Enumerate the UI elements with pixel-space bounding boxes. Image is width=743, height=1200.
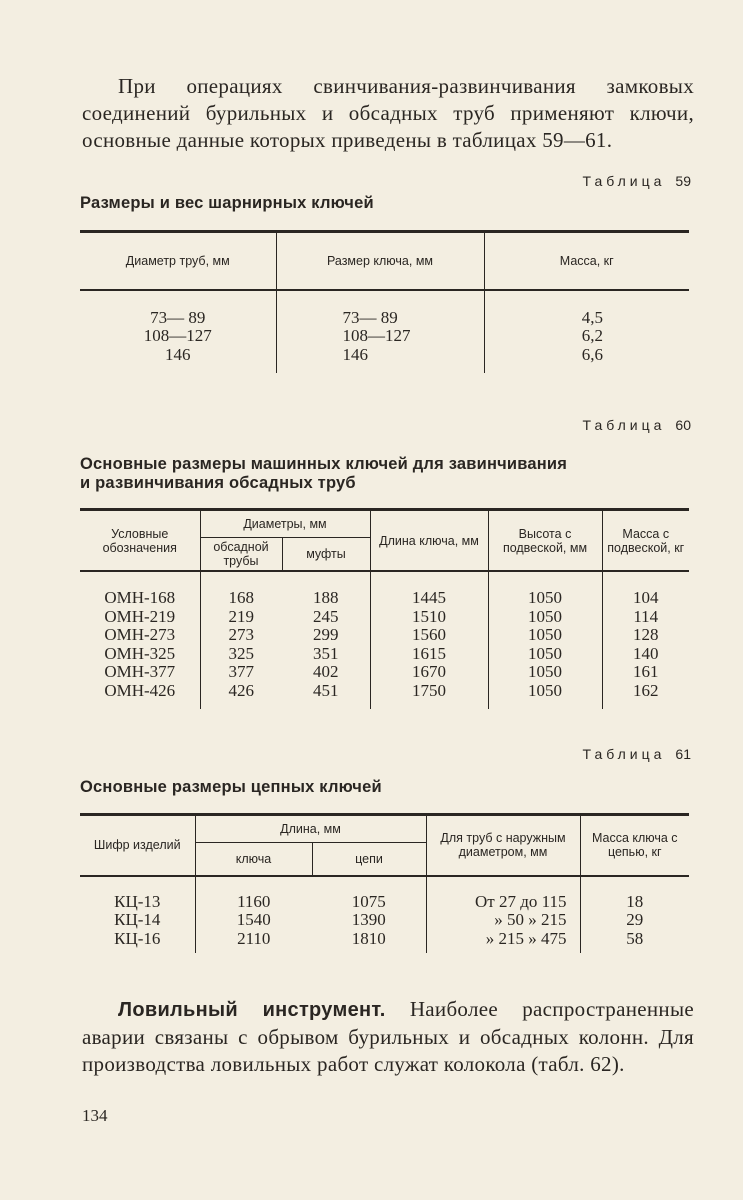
t60-header-casing: обсадной трубы <box>200 538 282 572</box>
table-60-body <box>80 571 689 709</box>
t61-header-mass: Масса ключа с цепью, кг <box>580 815 689 876</box>
table-61-body <box>80 876 689 953</box>
t60-coupling-cell: 451 <box>313 680 339 700</box>
t59-diameter-cell: 146 <box>165 344 191 364</box>
t59-key-size-cell: 108—127 <box>342 326 411 345</box>
t60-length-cell: 1670 <box>412 662 446 681</box>
t60-designation-cell: ОМН-377 <box>104 662 176 681</box>
t60-coupling-cell: 188 <box>313 588 339 607</box>
t59-key-size-column <box>276 290 484 373</box>
t60-designation-cell: ОМН-325 <box>104 643 176 663</box>
t61-header-chain: цепи <box>312 843 426 876</box>
t60-header-mass: Масса с подвеской, кг <box>602 510 689 572</box>
table-60-title-line1: Основные размеры машинных ключей для завинчивания <box>80 455 568 473</box>
t60-casing-cell: 377 <box>228 662 254 681</box>
t60-coupling-cell: 351 <box>313 643 339 663</box>
t60-casing-cell: 273 <box>228 625 254 644</box>
t61-mass-cell: 29 <box>626 910 644 929</box>
t61-pipes-cell: От 27 до 115 <box>475 891 567 911</box>
t61-code-cell: КЦ-16 <box>114 928 161 948</box>
table-59-caption <box>583 173 691 189</box>
t60-mass-cell: 162 <box>633 680 659 700</box>
t60-mass-cell: 104 <box>633 588 659 607</box>
t61-header-code: Шифр изделий <box>80 815 195 876</box>
table-61 <box>80 813 689 953</box>
t60-coupling-column <box>282 571 370 709</box>
table-60-caption-word: Таблица <box>582 417 666 433</box>
t61-key-cell: 1540 <box>236 910 271 929</box>
t59-mass-cell: 6,2 <box>581 326 603 345</box>
t61-pipes-cell: » 215 » 475 <box>485 928 567 948</box>
table-61-title: Основные размеры цепных ключей <box>80 778 382 796</box>
t59-diameter-cell: 73— 89 <box>150 307 206 327</box>
table-60-header-row-1 <box>80 510 689 538</box>
t60-casing-cell: 219 <box>228 606 254 626</box>
t59-header-diameter: Диаметр труб, мм <box>125 253 230 268</box>
t61-mass-cell: 18 <box>626 891 644 911</box>
table-60-title <box>80 455 567 493</box>
t60-designation-cell: ОМН-426 <box>104 680 176 700</box>
table-60-caption-number: 60 <box>675 417 691 433</box>
table-59-caption-number: 59 <box>675 173 691 189</box>
t60-mass-column <box>602 571 689 709</box>
t60-mass-cell: 161 <box>633 662 659 681</box>
t61-code-column <box>80 876 195 953</box>
t61-key-cell: 2110 <box>237 928 271 948</box>
t61-chain-cell: 1075 <box>351 891 386 911</box>
table-59-caption-word: Таблица <box>582 173 666 189</box>
fishing-tools-heading: Ловильный инструмент. <box>118 999 386 1021</box>
t61-pipes-column <box>426 876 580 953</box>
fishing-tools-text: Наиболее распространенные аварии связаны с обрывом бурильных и обсадных колонн. Для производства ловильных работ служат колокола (табл. 62). <box>82 997 694 1076</box>
t60-coupling-cell: 402 <box>313 662 339 681</box>
t60-header-designation: Условные обозначения <box>80 510 200 572</box>
t60-designation-column <box>80 571 200 709</box>
t60-length-cell: 1445 <box>412 588 446 607</box>
t60-height-cell: 1050 <box>528 625 562 644</box>
t60-designation-cell: ОМН-219 <box>104 606 176 626</box>
t60-casing-cell: 426 <box>228 680 254 700</box>
t60-mass-cell: 128 <box>633 625 659 644</box>
table-60-title-line2: и развинчивания обсадных труб <box>80 474 356 492</box>
t61-mass-column <box>580 876 689 953</box>
t60-coupling-cell: 245 <box>313 606 339 626</box>
t60-casing-cell: 168 <box>228 588 254 607</box>
t60-length-cell: 1615 <box>412 643 446 663</box>
t59-header-mass: Масса, кг <box>484 232 689 290</box>
t60-coupling-cell: 299 <box>313 625 339 644</box>
t60-casing-cell: 325 <box>228 643 254 663</box>
table-59-body <box>80 290 689 373</box>
t61-header-length: Длина, мм <box>195 815 426 843</box>
t60-length-column <box>370 571 488 709</box>
table-59-header-row <box>80 232 689 290</box>
t60-length-cell: 1510 <box>412 606 446 626</box>
t61-chain-cell: 1810 <box>351 928 386 948</box>
page-number: 134 <box>82 1106 108 1125</box>
t60-header-height: Высота с подвеской, мм <box>488 510 602 572</box>
t60-height-cell: 1050 <box>528 662 562 681</box>
t60-height-cell: 1050 <box>528 643 562 663</box>
t60-mass-cell: 114 <box>633 606 659 626</box>
t59-diameter-cell: 108—127 <box>143 326 212 345</box>
t61-chain-column <box>312 876 426 953</box>
table-59 <box>80 230 689 373</box>
t60-height-column <box>488 571 602 709</box>
t59-mass-cell: 6,6 <box>581 344 603 364</box>
table-60-caption <box>583 417 691 433</box>
t59-mass-cell: 4,5 <box>581 307 603 327</box>
t61-key-column <box>195 876 312 953</box>
intro-paragraph: При операциях свинчивания-развинчивания замковых соединений бурильных и обсадных труб применяют ключи, основные данные которых приведены в таблицах 59—61. <box>82 74 694 152</box>
table-61-caption-number: 61 <box>675 746 691 762</box>
t61-header-key: ключа <box>195 843 312 876</box>
t60-height-cell: 1050 <box>528 588 562 607</box>
t60-header-diameters: Диаметры, мм <box>200 510 370 538</box>
t59-key-size-cell: 146 <box>342 344 368 364</box>
fishing-tools-paragraph <box>82 996 694 1078</box>
t61-mass-cell: 58 <box>626 928 644 948</box>
t61-code-cell: КЦ-14 <box>114 910 161 929</box>
t60-height-cell: 1050 <box>528 606 562 626</box>
table-61-caption <box>583 746 691 762</box>
t61-code-cell: КЦ-13 <box>114 891 161 911</box>
t59-header-key-size: Размер ключа, мм <box>276 232 484 290</box>
t61-chain-cell: 1390 <box>351 910 386 929</box>
t60-casing-column <box>200 571 282 709</box>
table-60 <box>80 508 689 709</box>
table-61-header-row-1 <box>80 815 689 843</box>
t59-mass-column <box>484 290 689 373</box>
t60-height-cell: 1050 <box>528 680 562 700</box>
t61-pipes-cell: » 50 » 215 <box>494 910 567 929</box>
t61-header-pipes: Для труб с наружным диаметром, мм <box>426 815 580 876</box>
t60-mass-cell: 140 <box>633 643 659 663</box>
table-61-caption-word: Таблица <box>582 746 666 762</box>
t60-designation-cell: ОМН-273 <box>104 625 176 644</box>
t60-length-cell: 1560 <box>412 625 446 644</box>
t60-designation-cell: ОМН-168 <box>104 588 176 607</box>
t59-diameter-column <box>80 290 276 373</box>
t60-header-length: Длина ключа, мм <box>370 510 488 572</box>
table-59-title: Размеры и вес шарнирных ключей <box>80 194 374 212</box>
t60-length-cell: 1750 <box>412 680 446 700</box>
t60-header-coupling: муфты <box>282 538 370 572</box>
t59-key-size-cell: 73— 89 <box>342 307 398 327</box>
t61-key-cell: 1160 <box>237 891 271 911</box>
